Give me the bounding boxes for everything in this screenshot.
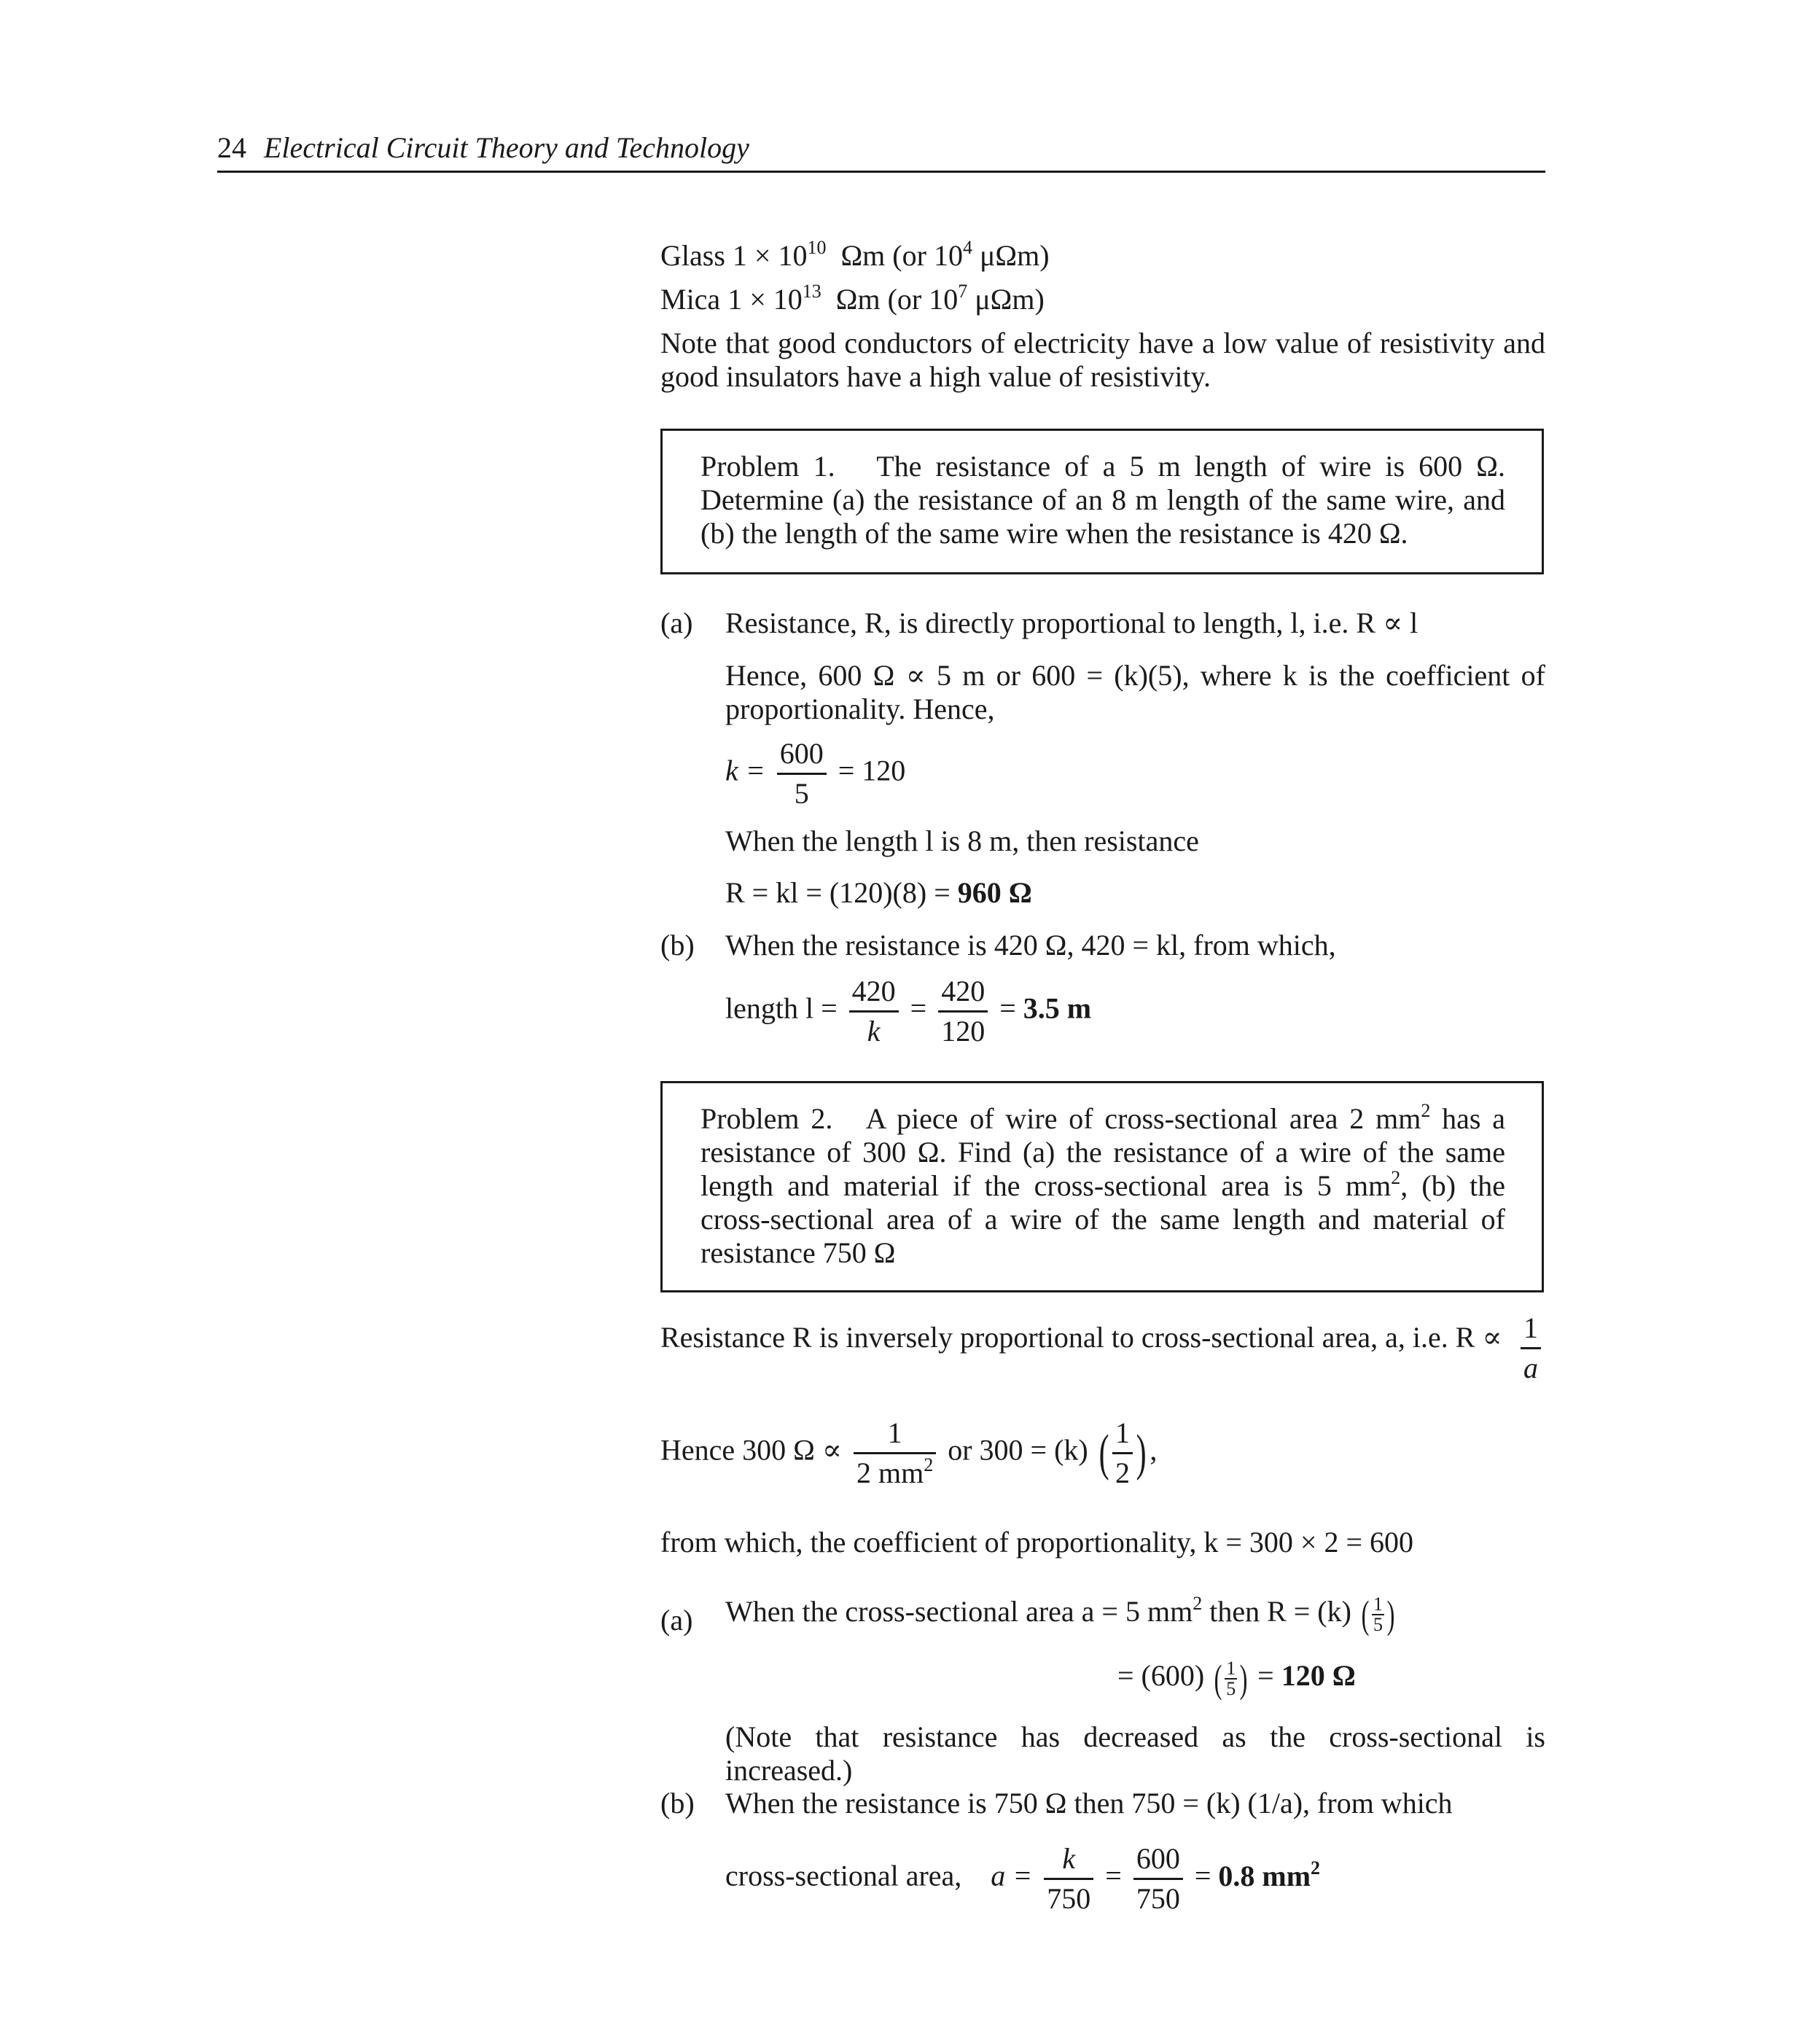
solution-1b-line1: When the resistance is 420 Ω, 420 = kl, from which, xyxy=(725,929,1336,961)
solution-2a-line2: = (600) ( $\frac{1}{5}$ ) = 120 Ω xyxy=(1117,1657,1356,1701)
solution-1a-line1: Resistance, R, is directly proportional to length, l, i.e. R ∝ l xyxy=(725,606,1418,639)
coefficient-line: from which, the coefficient of proportionality, k = 300 × 2 = 600 xyxy=(660,1526,1414,1559)
solution-2b-line1: When the resistance is 750 Ω then 750 = (k) (1/a), from which xyxy=(725,1787,1453,1819)
hence-fraction: $\frac{1}{2 mm^2}$ xyxy=(854,1417,936,1489)
book-title: Electrical Circuit Theory and Technology xyxy=(264,131,749,164)
header-rule xyxy=(217,171,1545,173)
area-equation: cross-sectional area, a = $\frac{k}{750}$ = $\frac{600}{750}$ = 0.8 $mm^2$ xyxy=(725,1842,1321,1915)
answer-1a: 960 Ω xyxy=(957,876,1032,909)
answer-2b: 0.8 $mm^2$ xyxy=(1218,1857,1321,1892)
r-equation: R = kl = (120)(8) = 960 Ω xyxy=(725,876,1032,909)
solution-1a-line3: When the length l is 8 m, then resistance xyxy=(725,824,1199,857)
k-fraction: $\frac{600}{5}$ xyxy=(777,738,827,810)
solution-2-intro: Resistance R is inversely proportional to cross-sectional area, a, i.e. R ∝ $\frac{1}{a}$ xyxy=(660,1321,1545,1354)
problem-1-text: Problem 1. The resistance of a 5 m length of wire is 600 Ω. Determine (a) the resistance of an 8 m length of the same wire, and (b) the length of the same wire when the resistance is 420 Ω. xyxy=(700,450,1506,550)
problem-1-box xyxy=(660,429,1544,574)
answer-1b: 3.5 m xyxy=(1023,991,1092,1025)
area-fraction-1: $\frac{k}{750}$ xyxy=(1044,1843,1093,1915)
solution-1a-label: (a) xyxy=(660,606,693,639)
solution-1a-line2: Hence, 600 Ω ∝ 5 m or 600 = (k)(5), where k is the coefficient of proportionality. Hence, xyxy=(725,659,1545,725)
solution-2b-label: (b) xyxy=(660,1787,695,1819)
problem-2-box xyxy=(660,1081,1544,1292)
running-header xyxy=(217,130,1545,166)
problem-2-text: Problem 2. A piece of wire of cross-sectional area 2 $mm^2$ has a resistance of 300 Ω. Find (a) the resistance of a wire of the same length and material if the cross-sectional area is 5 $mm^2$, (b) the cross-sectional area of a wire of the same length and material of resistance 750 Ω xyxy=(700,1100,1506,1269)
a-paren-fraction: $\frac{1}{5}$ xyxy=(1373,1594,1383,1635)
a-line2-fraction: $\frac{1}{5}$ xyxy=(1226,1658,1236,1699)
length-fraction-2: $\frac{420}{120}$ xyxy=(938,975,988,1048)
intro-fraction: $\frac{1}{a}$ xyxy=(1521,1312,1541,1384)
k-equation: k = $\frac{600}{5}$ = 120 xyxy=(725,737,906,810)
page-number: 24 xyxy=(217,131,246,164)
solution-2a-line1: When the cross-sectional area a = 5 $mm^2$ then R = (k) ( $\frac{1}{5}$ ) xyxy=(725,1593,1395,1637)
mica-resistivity: Mica $1 \times 10^{13}$ Ωm (or $10^7$ μΩm) xyxy=(660,281,1045,316)
length-equation: length l = $\frac{420}{k}$ = $\frac{420}{120}$ = 3.5 m xyxy=(725,975,1092,1048)
glass-resistivity: Glass $1 \times 10^{10}$ Ωm (or $10^4$ μΩm) xyxy=(660,237,1050,272)
length-fraction-1: $\frac{420}{k}$ xyxy=(849,975,899,1048)
answer-2a: 120 Ω xyxy=(1281,1659,1356,1693)
hence-equation: Hence 300 Ω ∝ $\frac{1}{2 mm^2}$ or 300 = (k) ( $\frac{1}{2}$ ) , xyxy=(660,1416,1158,1489)
solution-1b-label: (b) xyxy=(660,929,695,961)
solution-2a-label: (a) xyxy=(660,1604,693,1637)
area-fraction-2: $\frac{600}{750}$ xyxy=(1133,1843,1183,1915)
solution-2a-note: (Note that resistance has decreased as the cross-sectional is increased.) xyxy=(725,1720,1545,1787)
resistivity-note: Note that good conductors of electricity have a low value of resistivity and good insulators have a high value of resistivity. xyxy=(660,327,1545,393)
hence-paren-fraction: $\frac{1}{2}$ xyxy=(1112,1417,1133,1489)
